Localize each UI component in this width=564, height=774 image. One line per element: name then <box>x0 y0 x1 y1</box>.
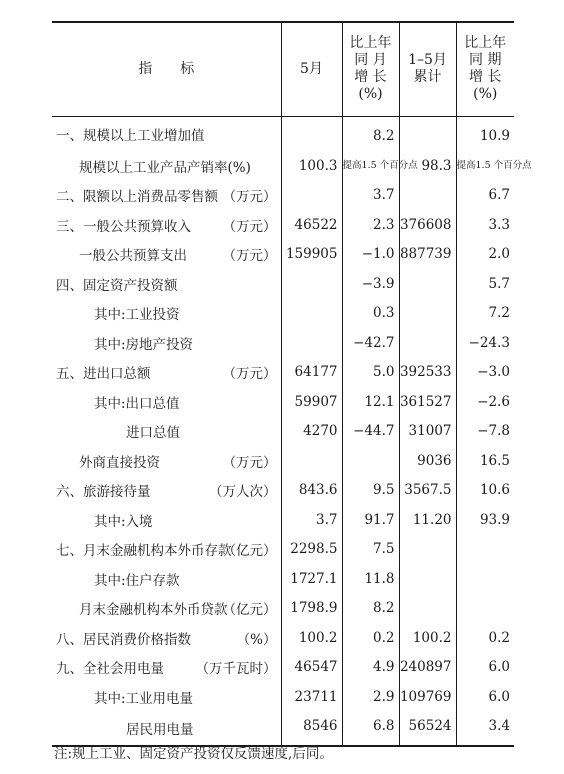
table-row <box>52 358 514 388</box>
may-value: 1798.9 <box>281 594 342 624</box>
indicator-cell <box>52 623 281 653</box>
cumulative-value: 9036 <box>399 446 456 476</box>
cum-yoy-value: 6.7 <box>456 181 514 211</box>
footnote: 注:规上工业、固定资产投资仅反馈速度,后同。 <box>54 746 333 762</box>
may-yoy-value: 4.9 <box>342 653 399 683</box>
may-value: 46547 <box>281 653 342 683</box>
cum-yoy-value <box>456 564 514 594</box>
table-row <box>52 240 514 270</box>
may-yoy-value: 2.9 <box>342 682 399 712</box>
may-yoy-value: 11.8 <box>342 564 399 594</box>
cum-yoy-value: 7.2 <box>456 299 514 329</box>
indicator-name: 进口总值 <box>126 425 180 442</box>
indicator-unit: （万元） <box>222 366 277 383</box>
cum-yoy-value: 93.9 <box>456 505 514 535</box>
cumulative-value: 3567.5 <box>399 476 456 506</box>
indicator-unit: （亿元） <box>222 543 277 560</box>
cum-yoy-value: 3.3 <box>456 210 514 240</box>
indicator-cell <box>52 210 281 240</box>
may-yoy-value: −44.7 <box>342 417 399 447</box>
cum-yoy-value: 6.0 <box>456 682 514 712</box>
table-row <box>52 269 514 299</box>
indicator-name: 居民用电量 <box>126 722 194 739</box>
indicator-name: 七、月末金融机构本外币存款 <box>56 543 232 560</box>
table-row <box>52 181 514 211</box>
may-value <box>281 328 342 358</box>
table-row <box>52 299 514 329</box>
may-value <box>281 181 342 211</box>
indicator-name: 月末金融机构本外币贷款 <box>79 602 228 619</box>
indicator-cell <box>52 653 281 683</box>
indicator-cell <box>52 535 281 565</box>
indicator-cell <box>52 116 281 151</box>
indicator-name: 二、限额以上消费品零售额 <box>56 189 218 206</box>
cumulative-value: 240897 <box>399 653 456 683</box>
indicator-unit: （万元） <box>222 454 277 471</box>
header-indicator: 指 标 <box>52 22 281 116</box>
may-value: 4270 <box>281 417 342 447</box>
may-value: 2298.5 <box>281 535 342 565</box>
cumulative-value: 100.2 <box>399 623 456 653</box>
indicator-cell <box>52 446 281 476</box>
indicator-name: 其中:出口总值 <box>94 395 180 412</box>
table-row <box>52 446 514 476</box>
header-may: 5月 <box>281 22 342 116</box>
cum-yoy-value: 5.7 <box>456 269 514 299</box>
may-value: 64177 <box>281 358 342 388</box>
cum-yoy-value <box>456 594 514 624</box>
may-value: 3.7 <box>281 505 342 535</box>
indicator-name: 一般公共预算支出 <box>79 248 187 265</box>
cum-yoy-value <box>456 151 532 181</box>
may-yoy-value <box>342 151 418 181</box>
header-may-yoy: 比上年 同 月 增 长 (%) <box>342 22 399 116</box>
indicator-unit: （万元） <box>222 248 277 265</box>
may-value: 159905 <box>281 240 342 270</box>
may-yoy-value <box>342 446 399 476</box>
cumulative-value: 109769 <box>399 682 456 712</box>
may-yoy-value: −42.7 <box>342 328 399 358</box>
indicator-name: 九、全社会用电量 <box>56 661 164 678</box>
indicator-cell <box>52 151 281 181</box>
indicator-name: 其中:住户存款 <box>94 572 180 589</box>
cum-yoy-value: −3.0 <box>456 358 514 388</box>
indicator-cell <box>52 328 281 358</box>
cumulative-value: 361527 <box>399 387 456 417</box>
indicator-name: 四、固定资产投资额 <box>56 277 178 294</box>
table-row <box>52 476 514 506</box>
statistics-table <box>52 21 532 747</box>
cumulative-value <box>399 328 456 358</box>
cumulative-value <box>399 594 456 624</box>
cumulative-value <box>399 181 456 211</box>
percentage-point-note: 提高1.5 个百分点 <box>342 159 418 171</box>
indicator-name: 其中:房地产投资 <box>94 336 194 353</box>
cumulative-value: 887739 <box>399 240 456 270</box>
may-yoy-value: 8.2 <box>342 116 399 151</box>
indicator-cell <box>52 240 281 270</box>
may-yoy-value: −3.9 <box>342 269 399 299</box>
cum-yoy-value: 3.4 <box>456 712 514 747</box>
header-cumulative: 1–5月 累计 <box>399 22 456 116</box>
may-yoy-value: 12.1 <box>342 387 399 417</box>
may-yoy-value: 9.5 <box>342 476 399 506</box>
cum-yoy-value: −7.8 <box>456 417 514 447</box>
cum-yoy-value <box>456 535 514 565</box>
may-yoy-value: 0.2 <box>342 623 399 653</box>
indicator-name: 其中:工业投资 <box>94 307 180 324</box>
cum-yoy-value: 0.2 <box>456 623 514 653</box>
cum-yoy-value: 10.9 <box>456 116 514 151</box>
cum-yoy-value: −2.6 <box>456 387 514 417</box>
table-row <box>52 712 514 747</box>
cumulative-value: 98.3 <box>399 151 456 181</box>
indicator-cell <box>52 417 281 447</box>
cumulative-value <box>399 564 456 594</box>
indicator-name: 外商直接投资 <box>79 454 160 471</box>
may-yoy-value: −1.0 <box>342 240 399 270</box>
may-value <box>281 299 342 329</box>
indicator-unit: （亿元） <box>222 602 277 619</box>
cumulative-value: 56524 <box>399 712 456 747</box>
cumulative-value <box>399 299 456 329</box>
indicator-cell <box>52 299 281 329</box>
may-value: 843.6 <box>281 476 342 506</box>
may-yoy-value: 5.0 <box>342 358 399 388</box>
may-yoy-value: 2.3 <box>342 210 399 240</box>
may-value: 100.2 <box>281 623 342 653</box>
may-value: 100.3 <box>281 151 342 181</box>
indicator-unit: （万千瓦时） <box>195 661 277 678</box>
cumulative-value: 376608 <box>399 210 456 240</box>
indicator-cell <box>52 358 281 388</box>
indicator-cell <box>52 712 281 747</box>
indicator-cell <box>52 594 281 624</box>
cum-yoy-value: 10.6 <box>456 476 514 506</box>
indicator-name: 八、居民消费价格指数 <box>56 631 191 648</box>
cumulative-value: 11.20 <box>399 505 456 535</box>
table-row <box>52 535 514 565</box>
indicator-name: 一、规模以上工业增加值 <box>56 127 205 144</box>
indicator-unit: （万人次） <box>209 484 277 501</box>
table-row <box>52 387 514 417</box>
indicator-cell <box>52 387 281 417</box>
cum-yoy-value: 6.0 <box>456 653 514 683</box>
may-value: 1727.1 <box>281 564 342 594</box>
may-yoy-value: 0.3 <box>342 299 399 329</box>
table-row <box>52 505 514 535</box>
indicator-cell <box>52 682 281 712</box>
may-yoy-value: 3.7 <box>342 181 399 211</box>
cum-yoy-value: 2.0 <box>456 240 514 270</box>
table-row <box>52 210 514 240</box>
indicator-cell <box>52 181 281 211</box>
cumulative-value <box>399 269 456 299</box>
cumulative-value <box>399 535 456 565</box>
table-row <box>52 564 514 594</box>
indicator-cell <box>52 564 281 594</box>
indicator-unit: （万元） <box>222 189 277 206</box>
indicator-name: 规模以上工业产品产销率(%) <box>79 159 251 176</box>
may-yoy-value: 7.5 <box>342 535 399 565</box>
indicator-name: 六、旅游接待量 <box>56 484 151 501</box>
header-cum-yoy: 比上年 同 期 增 长 (%) <box>456 22 514 116</box>
table-row <box>52 623 514 653</box>
table-row <box>52 151 514 181</box>
cumulative-value: 392533 <box>399 358 456 388</box>
table-row <box>52 328 514 358</box>
may-value: 59907 <box>281 387 342 417</box>
header-row <box>52 22 514 116</box>
indicator-cell <box>52 476 281 506</box>
cumulative-value: 31007 <box>399 417 456 447</box>
may-value: 8546 <box>281 712 342 747</box>
indicator-name: 其中:入境 <box>94 513 153 530</box>
may-value <box>281 446 342 476</box>
indicator-unit: （万元） <box>222 218 277 235</box>
indicator-name: 五、进出口总额 <box>56 366 151 383</box>
cumulative-value <box>399 116 456 151</box>
may-value: 46522 <box>281 210 342 240</box>
may-yoy-value: 8.2 <box>342 594 399 624</box>
may-value: 23711 <box>281 682 342 712</box>
table-row <box>52 116 514 151</box>
may-value <box>281 269 342 299</box>
indicator-unit: （%） <box>236 631 277 648</box>
cum-yoy-value: −24.3 <box>456 328 514 358</box>
table-row <box>52 653 514 683</box>
may-value <box>281 116 342 151</box>
table-row <box>52 417 514 447</box>
indicator-name: 三、一般公共预算收入 <box>56 218 191 235</box>
indicator-cell <box>52 505 281 535</box>
indicator-cell <box>52 269 281 299</box>
cum-yoy-value: 16.5 <box>456 446 514 476</box>
percentage-point-note: 提高1.5 个百分点 <box>456 159 532 171</box>
may-yoy-value: 6.8 <box>342 712 399 747</box>
indicator-name: 其中:工业用电量 <box>94 690 194 707</box>
may-yoy-value: 91.7 <box>342 505 399 535</box>
table-row <box>52 682 514 712</box>
table-row <box>52 594 514 624</box>
